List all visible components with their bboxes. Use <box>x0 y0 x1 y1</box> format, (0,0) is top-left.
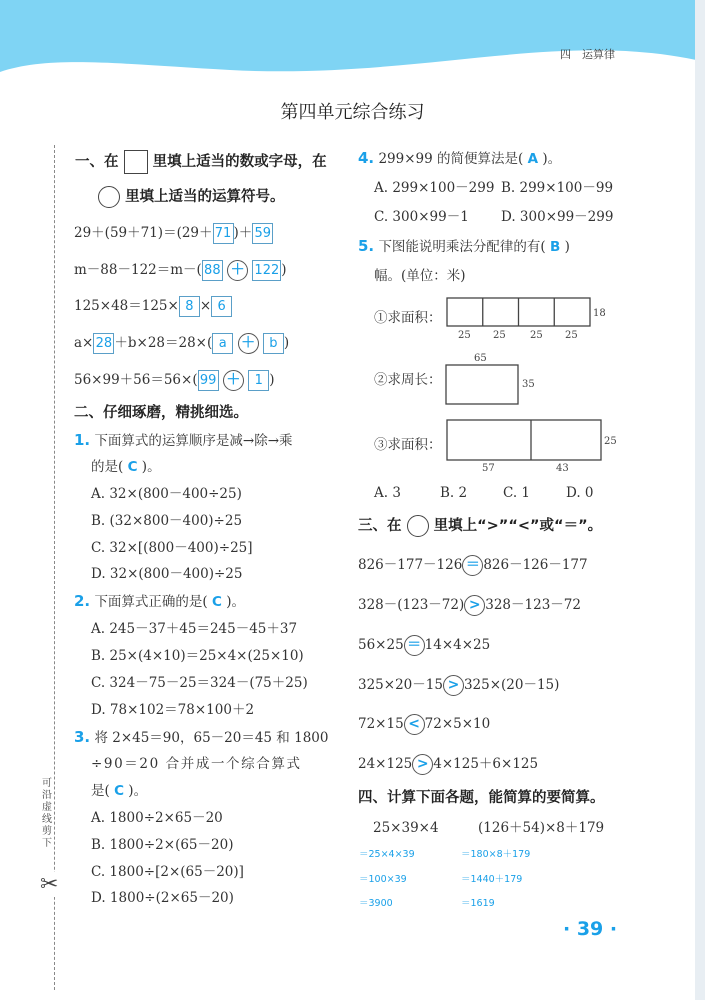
q3-option-a: A. 1800÷2×65－20 <box>91 810 223 826</box>
s4-step: ＝25×4×39 <box>359 849 415 860</box>
q4-option-d: D. 300×99－299 <box>501 209 614 225</box>
s4-problem-1: 25×39×4 <box>373 820 439 836</box>
compare-sign: > <box>464 595 485 616</box>
q5-option-a: A. 3 <box>374 485 401 501</box>
q2-option-c: C. 324－75－25＝324－(75＋25) <box>91 675 308 691</box>
q1-option-a: A. 32×(800－400÷25) <box>91 486 242 502</box>
s4-heading: 四、计算下面各题，能简算的要简算。 <box>358 790 605 806</box>
s3-row: 24×125 > 4×125＋6×125 <box>358 754 538 775</box>
answer-box: 88 <box>202 260 223 281</box>
fig1-rectangles <box>446 296 611 344</box>
q4-stem: 4. 299×99 的简便算法是( A )。 <box>358 149 562 167</box>
q2-option-d: D. 78×102＝78×100＋2 <box>91 702 255 718</box>
q5-option-b: B. 2 <box>440 485 468 501</box>
compare-sign: > <box>412 754 433 775</box>
s1-row-1: 29＋(59＋71)＝(29＋ 71 )＋ 59 <box>74 223 273 244</box>
compare-sign: > <box>443 675 464 696</box>
answer-box: 99 <box>198 370 219 391</box>
compare-sign: < <box>404 714 425 735</box>
q5-answer: B <box>550 239 561 255</box>
cut-line <box>54 145 55 990</box>
s3-heading: 三、在 里填上“>”“<”或“＝”。 <box>358 515 602 537</box>
fig1-width: 25 <box>458 330 471 341</box>
s4-problem-2: (126＋54)×8＋179 <box>478 820 605 836</box>
answer-box: 1 <box>248 370 269 391</box>
blank-box-icon <box>124 150 148 174</box>
answer-box: 8 <box>179 296 200 317</box>
fig2-width: 65 <box>474 353 487 364</box>
fig1-width: 25 <box>493 330 506 341</box>
answer-box: 71 <box>213 223 234 244</box>
s3-row: 56×25 ＝ 14×4×25 <box>358 635 490 656</box>
s3-row: 328－(123－72) > 328－123－72 <box>358 595 581 616</box>
blank-circle-icon <box>98 186 120 208</box>
chapter-label: 四 运算律 <box>560 48 615 61</box>
q3-option-c: C. 1800÷[2×(65－20)] <box>91 864 244 880</box>
q1-option-c: C. 32×[(800－400)÷25] <box>91 540 253 556</box>
fig3-height: 25 <box>604 436 617 447</box>
fig1-height: 18 <box>593 308 606 319</box>
q3-option-d: D. 1800÷(2×65－20) <box>91 890 234 906</box>
q3-answer: C <box>114 783 124 799</box>
fig3-label: ③求面积： <box>374 437 442 453</box>
answer-box: a <box>212 333 233 354</box>
s2-heading: 二、仔细琢磨，精挑细选。 <box>74 405 248 421</box>
fig1-width: 25 <box>530 330 543 341</box>
operator-circle: ＋ <box>227 260 248 281</box>
s1-row-5: 56×99＋56＝56×( 99 ＋ 1 ) <box>74 370 274 391</box>
answer-box: 28 <box>93 333 114 354</box>
s1-row-3: 125×48＝125× 8 × 6 <box>74 296 232 317</box>
operator-circle: ＋ <box>223 370 244 391</box>
operator-circle: ＋ <box>238 333 259 354</box>
compare-sign: ＝ <box>462 555 483 576</box>
fig3-width: 57 <box>482 463 495 474</box>
s3-row: 325×20－15 > 325×(20－15) <box>358 675 559 696</box>
answer-box: 122 <box>252 260 281 281</box>
answer-box: b <box>263 333 284 354</box>
q4-option-a: A. 299×100－299 <box>374 180 495 196</box>
s4-step: ＝100×39 <box>359 874 407 885</box>
q4-answer: A <box>527 151 539 167</box>
scissors-icon: ✂ <box>40 872 59 897</box>
q5-stem: 5. 下图能说明乘法分配律的有( B ) <box>358 237 570 255</box>
s4-step: ＝180×8＋179 <box>461 849 531 860</box>
fig3-width: 43 <box>556 463 569 474</box>
q1-option-b: B. (32×800－400)÷25 <box>91 513 243 529</box>
q2-stem: 2. 下面算式正确的是( C )。 <box>74 592 246 610</box>
q1-stem-2: 的是( C )。 <box>91 459 161 475</box>
fig1-label: ①求面积： <box>374 310 442 326</box>
q5-option-d: D. 0 <box>566 485 594 501</box>
q1-answer: C <box>127 459 138 475</box>
fig2-height: 35 <box>522 379 535 390</box>
q4-option-c: C. 300×99－1 <box>374 209 469 225</box>
fig1-width: 25 <box>565 330 578 341</box>
s1-heading-line2: 里填上适当的运算符号。 <box>98 186 285 208</box>
q5-stem-2: 幅。(单位：米) <box>374 268 466 284</box>
answer-box: 6 <box>211 296 232 317</box>
s4-step: ＝3900 <box>359 898 393 909</box>
page-title: 第四单元综合练习 <box>280 102 425 123</box>
q3-stem-2: ÷90＝20 合并成一个综合算式 <box>91 756 302 772</box>
s4-step: ＝1619 <box>461 898 495 909</box>
s3-row: 826－177－126 ＝ 826－126－177 <box>358 555 588 576</box>
q2-option-b: B. 25×(4×10)＝25×4×(25×10) <box>91 648 304 664</box>
answer-box: 59 <box>252 223 273 244</box>
s1-row-2: m－88－122＝m－( 88 ＋ 122 ) <box>74 260 287 281</box>
q3-stem-3: 是( C )。 <box>91 783 148 799</box>
q3-stem: 3. 将 2×45＝90，65－20＝45 和 1800 <box>74 728 329 746</box>
q2-answer: C <box>212 594 222 610</box>
fig2-rectangle <box>444 350 544 410</box>
q4-option-b: B. 299×100－99 <box>501 180 614 196</box>
page-number: · 39 · <box>563 918 618 940</box>
q2-option-a: A. 245－37＋45＝245－45＋37 <box>91 621 298 637</box>
cut-instruction: 可沿虚线剪下 <box>42 778 52 849</box>
s1-heading-line1: 一、在 里填上适当的数或字母，在 <box>75 150 327 174</box>
q5-option-c: C. 1 <box>503 485 531 501</box>
q1-option-d: D. 32×(800－400)÷25 <box>91 566 243 582</box>
compare-sign: ＝ <box>404 635 425 656</box>
q1-stem: 1. 下面算式的运算顺序是减→除→乘 <box>74 431 293 449</box>
fig2-label: ②求周长： <box>374 372 442 388</box>
q3-option-b: B. 1800÷2×(65－20) <box>91 837 234 853</box>
s4-step: ＝1440＋179 <box>461 874 523 885</box>
fig3-rectangle <box>446 418 621 474</box>
page-edge-shadow <box>695 0 705 1000</box>
s3-row: 72×15 < 72×5×10 <box>358 714 490 735</box>
s1-row-4: a× 28 ＋b×28＝28×( a ＋ b ) <box>74 333 289 354</box>
blank-circle-icon <box>407 515 429 537</box>
